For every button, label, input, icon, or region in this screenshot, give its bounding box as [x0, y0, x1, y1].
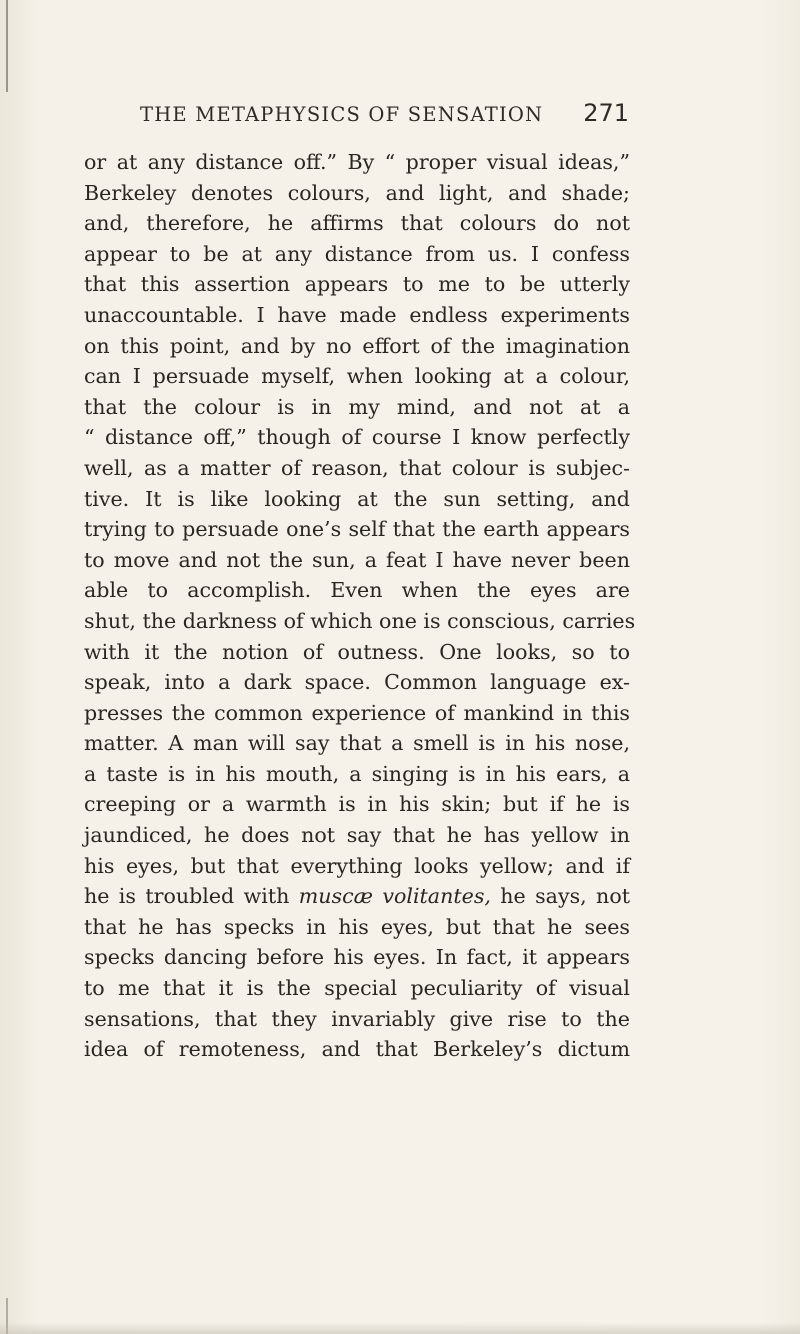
text-line: trying to persuade one’s self that the earth appears	[84, 517, 630, 542]
text-line: to move and not the sun, a feat I have never been	[84, 547, 630, 572]
text-line: unaccountable. I have made endless experiments	[84, 302, 630, 327]
page-bottom-shadow	[0, 1322, 800, 1334]
text-line: Berkeley denotes colours, and light, and shade;	[84, 180, 630, 205]
page-edge-line	[6, 0, 8, 92]
text-line: and, therefore, he affirms that colours do not	[84, 211, 630, 236]
text-line: specks dancing before his eyes. In fact, it appears	[84, 945, 630, 970]
running-head: THE METAPHYSICS OF SENSATION	[140, 103, 544, 126]
italic-phrase: muscæ volitantes,	[298, 884, 491, 909]
text-line: can I persuade myself, when looking at a colour,	[84, 364, 630, 389]
text-line: a taste is in his mouth, a singing is in his ears, a	[84, 761, 630, 786]
text-line: presses the common experience of mankind in this	[84, 700, 630, 725]
text-line: able to accomplish. Even when the eyes are	[84, 578, 630, 603]
text-line: on this point, and by no effort of the imagination	[84, 333, 630, 358]
text-line: that the colour is in my mind, and not at a	[84, 394, 630, 419]
body-text	[84, 147, 636, 1065]
text-fragment: he says, not	[490, 884, 630, 909]
text-line: sensations, that they invariably give rise to the	[84, 1006, 630, 1031]
text-line: jaundiced, he does not say that he has yellow in	[84, 823, 630, 848]
text-line: with it the notion of outness. One looks, so to	[84, 639, 630, 664]
text-fragment: he is troubled with	[84, 884, 299, 909]
text-line: matter. A man will say that a smell is in his nose,	[84, 731, 630, 756]
text-line: tive. It is like looking at the sun setting, and	[84, 486, 630, 511]
text-line-with-italic	[84, 881, 630, 912]
text-line: that this assertion appears to me to be utterly	[84, 272, 630, 297]
text-line: or at any distance off.” By “ proper visual ideas,”	[84, 150, 630, 174]
text-line: appear to be at any distance from us. I confess	[84, 241, 630, 266]
text-line: shut, the darkness of which one is conscious, carries	[84, 608, 636, 633]
text-line: to me that it is the special peculiarity of visual	[84, 976, 630, 1001]
page-number: 271	[583, 99, 629, 127]
text-line: his eyes, but that everything looks yellow; and if	[84, 853, 630, 878]
text-line: “ distance off,” though of course I know perfectly	[84, 425, 630, 450]
text-line: creeping or a warmth is in his skin; but if he is	[84, 792, 630, 817]
text-line: speak, into a dark space. Common language ex-	[84, 670, 630, 695]
text-line: well, as a matter of reason, that colour is subjec-	[84, 455, 630, 480]
text-line: that he has specks in his eyes, but that he sees	[84, 914, 630, 939]
text-line: idea of remoteness, and that Berkeley’s dictum	[84, 1037, 630, 1062]
